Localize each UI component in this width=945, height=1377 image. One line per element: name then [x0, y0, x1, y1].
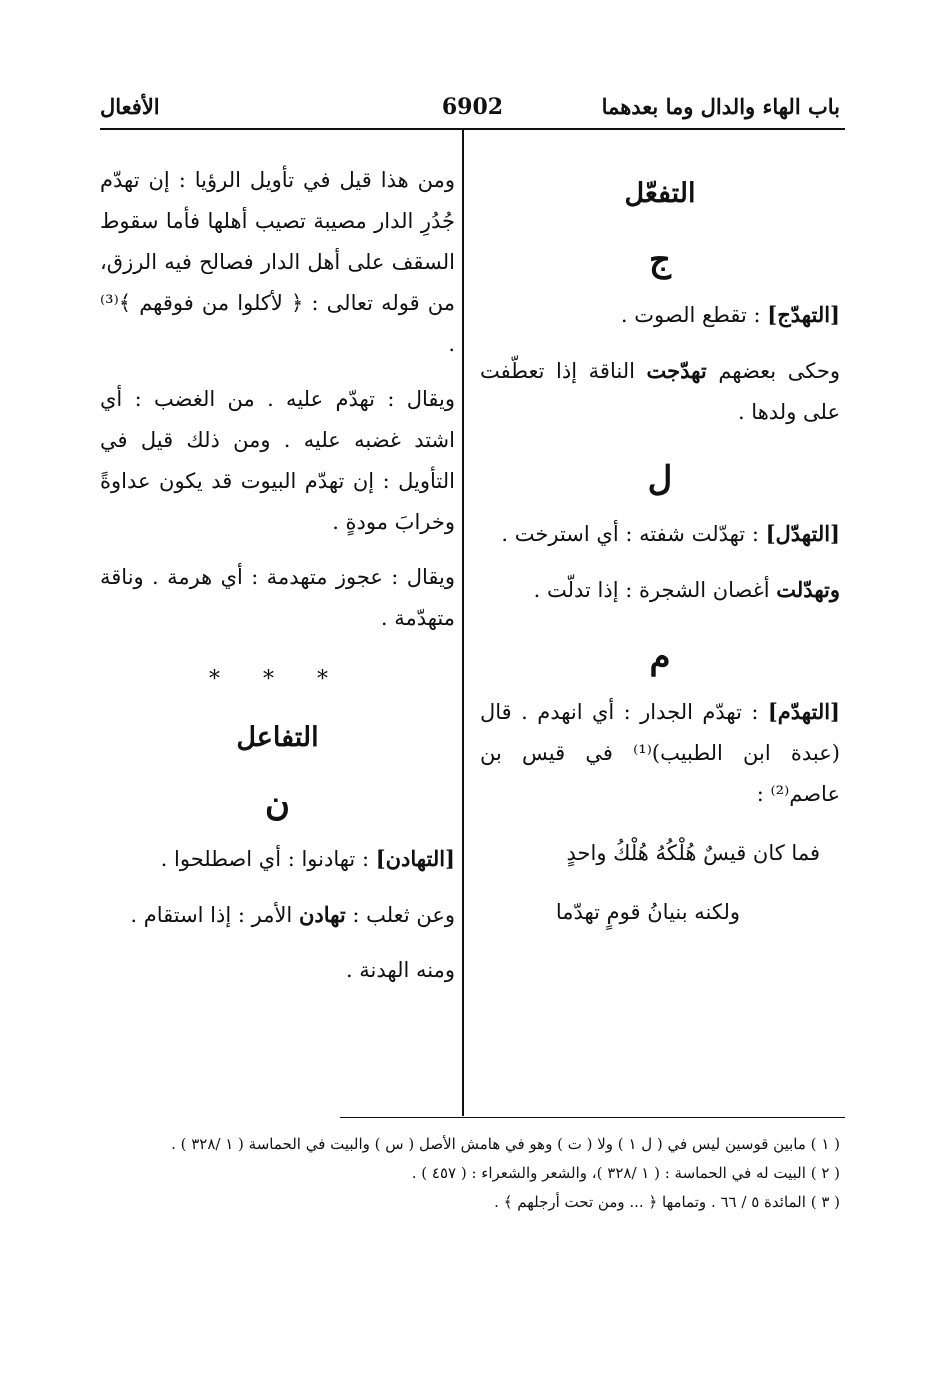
headword: وتهدّلت [776, 577, 840, 602]
footnote-1: ( ١ ) مابين قوسين ليس في ( ل ١ ) ولا ( ت ) وهو في هامش الأصل ( س ) والبيت في الحماسة ( ١ /٣٢٨ ) . [171, 1135, 840, 1153]
column-divider [462, 130, 464, 1116]
headword: [التهدّم] [767, 699, 840, 724]
letter-heading-mim: م [649, 637, 671, 677]
entry-tahaddul-example [480, 569, 840, 611]
entry-tahadun-example [100, 894, 455, 936]
entry-tahaddul [480, 513, 840, 555]
header-rule [100, 128, 845, 130]
section-separator: * * * [209, 667, 346, 692]
right-column [480, 160, 840, 933]
text: الأمر : إذا استقام . [130, 903, 293, 927]
entry-tahaddum [480, 691, 840, 815]
definition: : تقطع الصوت . [620, 303, 761, 327]
entry-tahadduj-example [480, 350, 840, 433]
running-header-section: الأفعال [100, 94, 160, 119]
letter-heading-nun: ن [265, 784, 290, 824]
letter-heading-lam: ل [647, 459, 673, 499]
footnotes [100, 1130, 840, 1217]
text: الناقة إذا تعطّفت على ولدها . [480, 359, 840, 424]
entry-tahadun [100, 838, 455, 880]
text: أغصان الشجرة : إذا تدلّت . [533, 578, 770, 602]
left-column [100, 160, 455, 1005]
paragraph-anger: ويقال : تهدّم عليه . من الغضب : أي اشتد غضبه عليه . ومن ذلك قيل في التأويل : إن تهدّم البيوت قد يكون عداوةً وخرابَ مودةٍ . [100, 387, 455, 534]
footnote-rule [340, 1117, 845, 1118]
verse-line-1: فما كان قيسٌ هُلْكُهُ هُلْكُ واحدٍ [566, 841, 820, 865]
text: وحكى بعضهم [718, 359, 840, 383]
headword: [التهادن] [375, 846, 455, 871]
letter-heading-jim: ج [649, 240, 671, 280]
definition: : تهادنوا : أي اصطلحوا . [160, 847, 370, 871]
headword: تهدّجت [646, 358, 707, 383]
paragraph-old-woman: ويقال : عجوز متهدمة : أي هرمة . وناقة متهدّمة . [100, 565, 455, 630]
text: وعن ثعلب : [352, 903, 455, 927]
entry-hudna: ومنه الهدنة . [345, 958, 455, 982]
headword: تهادن [298, 902, 346, 927]
footnote-3: ( ٣ ) المائدة ٥ / ٦٦ . وتمامها ﴿ ... ومن تحت أرجلهم ﴾ . [494, 1193, 840, 1211]
verse-line-2: ولكنه بنيانُ قومٍ تهدّما [555, 900, 740, 924]
headword: [التهدّل] [765, 521, 840, 546]
definition: : تهدّم الجدار : أي انهدم . قال (عبدة ابن الطبيب)⁽¹⁾ في قيس بن عاصم⁽²⁾ : [480, 700, 840, 806]
definition: : تهدّلت شفته : أي استرخت . [501, 522, 759, 546]
section-title-tafaul: التفعّل [624, 178, 696, 209]
section-title-tafaaul: التفاعل [236, 722, 319, 753]
entry-tahadduj [480, 294, 840, 336]
paragraph-dream-interpretation: ومن هذا قيل في تأويل الرؤيا : إن تهدّم جُدُرِ الدار مصيبة تصيب أهلها فأما سقوط السقف على أهل الدار فصالح فيه الرزق، من قوله تعالى : ﴿ لأكلوا من فوقهم ﴾⁽³⁾ . [100, 168, 455, 356]
headword: [التهدّج] [767, 302, 840, 327]
footnote-2: ( ٢ ) البيت له في الحماسة : ( ١ /٣٢٨ )، والشعر والشعراء : ( ٤٥٧ ) . [411, 1164, 840, 1182]
running-header-chapter: باب الهاء والدال وما بعدهما [601, 94, 840, 119]
page-number: 6902 [441, 94, 504, 120]
